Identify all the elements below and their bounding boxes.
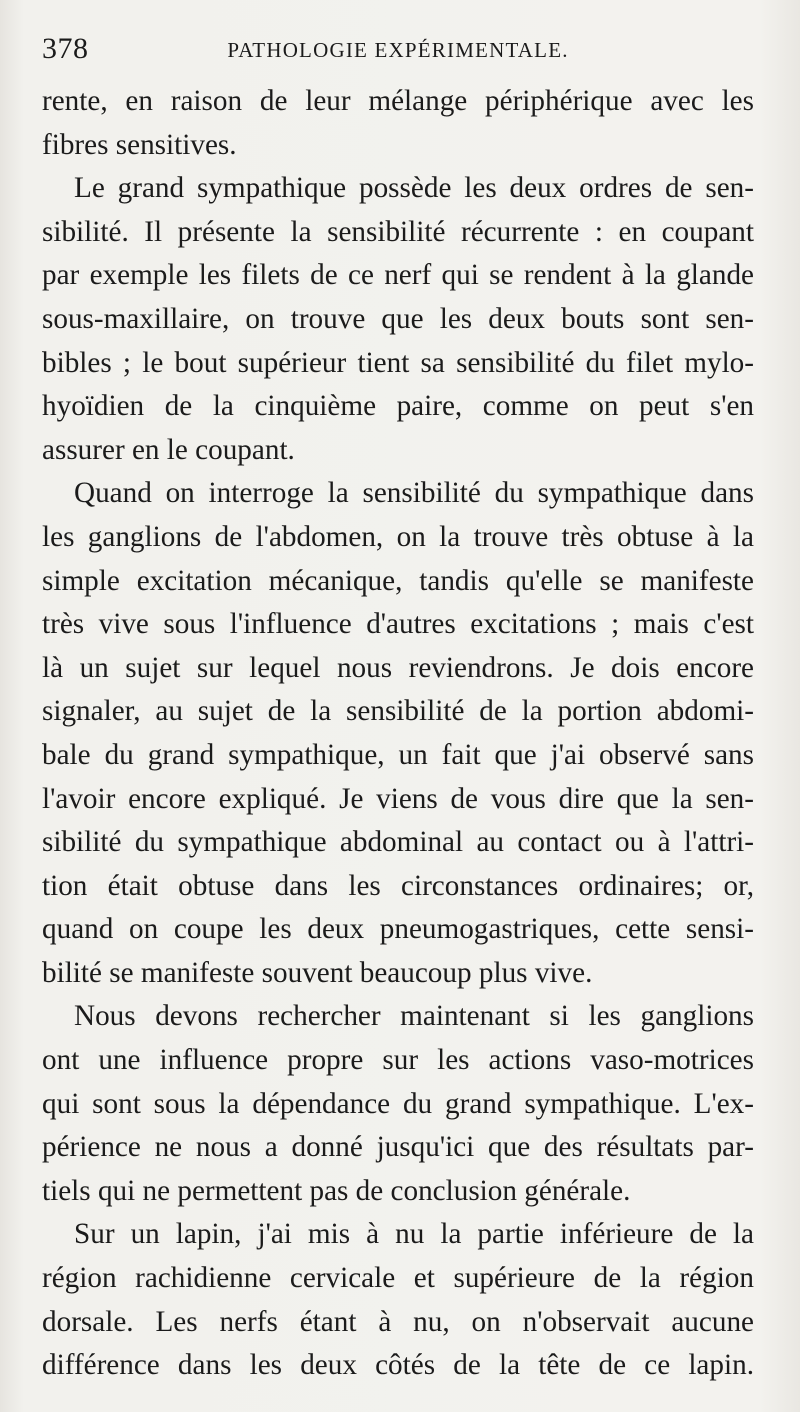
text-line: fibres sensitives. [42,128,237,161]
text-line: qui sont sous la dépendance du grand sympathique. L'ex- [42,1087,754,1120]
text-line: périence ne nous a donné jusqu'ici que des résultats par- [42,1131,754,1164]
paragraph [42,472,754,995]
paragraph [42,995,754,1213]
text-line: tion était obtuse dans les circonstances ordinaires; or, [42,869,754,902]
text-line: rente, en raison de leur mélange périphérique avec les [42,85,754,117]
text-line: très vive sous l'influence d'autres excitations ; mais c'est [42,608,754,641]
text-line: bilité se manifeste souvent beaucoup plus vive. [42,956,593,989]
text-line: tiels qui ne permettent pas de conclusion générale. [42,1174,631,1207]
page-number: 378 [42,32,89,65]
text-line: les ganglions de l'abdomen, on la trouve très obtuse à la [42,520,754,553]
body-text [42,80,754,1388]
text-line: quand on coupe les deux pneumogastriques, cette sensi- [42,913,754,946]
text-line: sous-maxillaire, on trouve que les deux bouts sont sen- [42,302,754,335]
text-line: bibles ; le bout supérieur tient sa sensibilité du filet mylo- [42,346,754,379]
paragraph [42,167,754,472]
text-line: bale du grand sympathique, un fait que j'ai observé sans [42,738,754,771]
text-line: hyoïdien de la cinquième paire, comme on peut s'en [42,390,754,423]
text-line: ont une influence propre sur les actions vaso-motrices [42,1044,754,1077]
text-line: Le grand sympathique possède les deux ordres de sen- [74,172,754,205]
text-line: signaler, au sujet de la sensibilité de la portion abdomi- [42,695,754,728]
running-head: PATHOLOGIE EXPÉRIMENTALE. [227,38,569,62]
text-line: l'avoir encore expliqué. Je viens de vous dire que la sen- [42,782,754,815]
text-line: dorsale. Les nerfs étant à nu, on n'observait aucune [42,1305,754,1338]
text-line: région rachidienne cervicale et supérieure de la région [42,1262,754,1295]
text-line: simple excitation mécanique, tandis qu'elle se manifeste [42,564,754,597]
text-line: assurer en le coupant. [42,433,295,466]
text-line: sibilité. Il présente la sensibilité récurrente : en coupant [42,215,754,248]
text-line: Quand on interroge la sensibilité du sympathique dans [74,477,754,510]
text-line: par exemple les filets de ce nerf qui se rendent à la glande [42,259,754,292]
text-line: là un sujet sur lequel nous reviendrons. Je dois encore [42,651,754,684]
text-line: différence dans les deux côtés de la tête de ce lapin. [42,1349,754,1382]
paragraph [42,80,754,167]
page-header [42,22,754,80]
text-line: Sur un lapin, j'ai mis à nu la partie inférieure de la [74,1218,754,1251]
paragraph [42,1213,754,1387]
text-line: Nous devons rechercher maintenant si les ganglions [74,1000,754,1033]
text-line: sibilité du sympathique abdominal au contact ou à l'attri- [42,826,754,859]
